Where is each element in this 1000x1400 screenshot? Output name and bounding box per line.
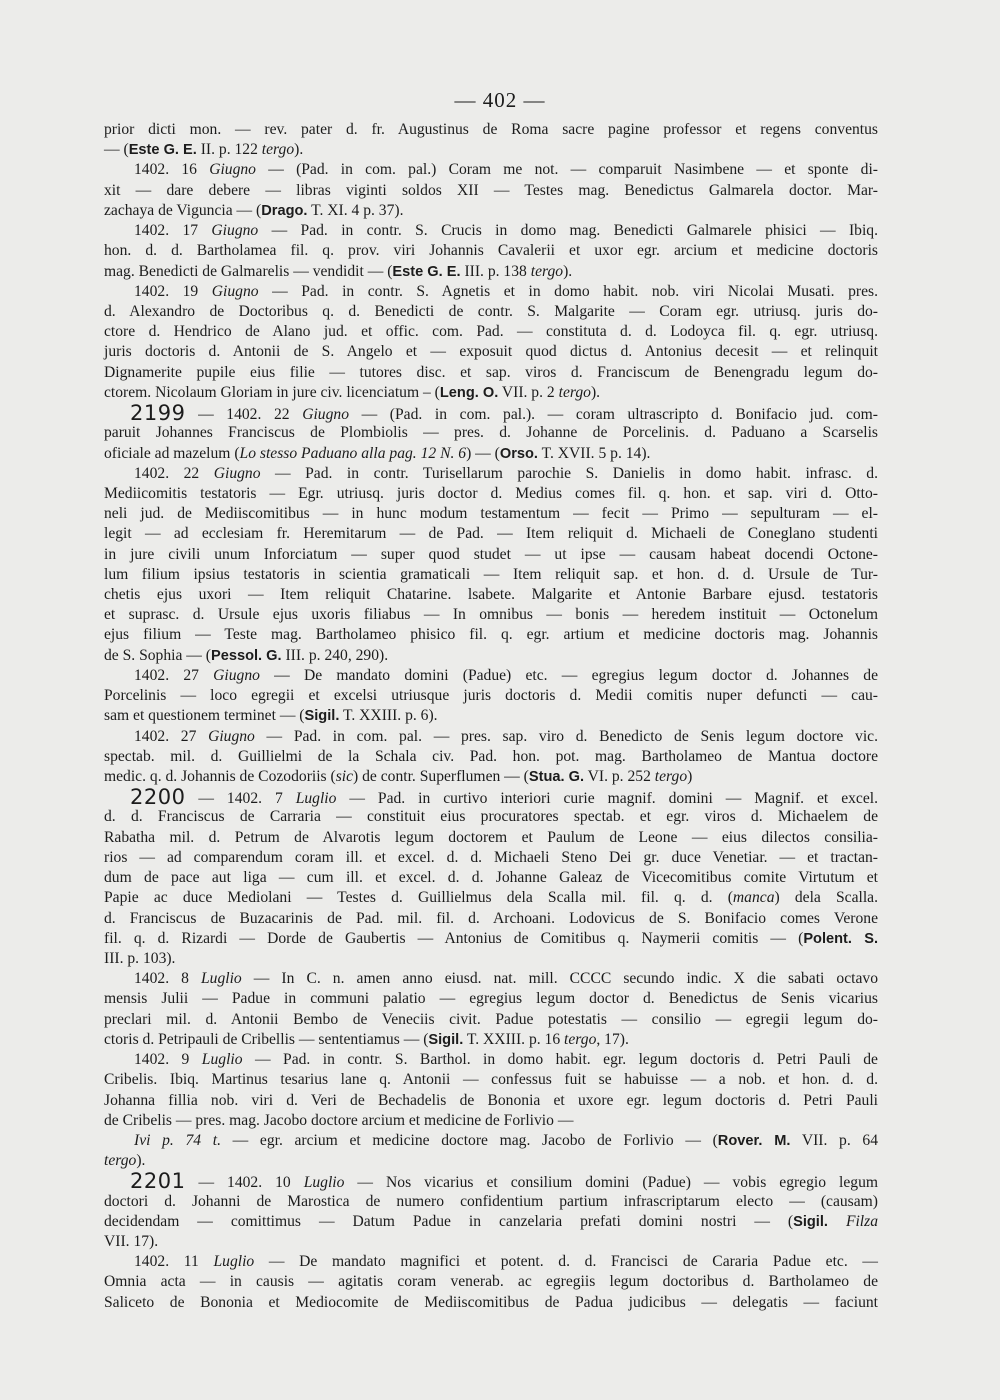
text-line-l06: 1402. 17 Giugno — Pad. in contr. S. Crucis in domo mag. Benedicti Galmarele phisici — Ibiq. [134,222,878,240]
text-line-l19: Mediicomitis testatoris — Egr. utriusq. juris doctor d. Medius comes fil. q. hon. et sap. viri d. Otto- [104,484,878,502]
text-line-l49: Johanna fillia nob. viri d. Veri de Bechadelis de Bononia et uxore egr. legum doctoris d. Petri Pauli [104,1091,878,1109]
text-line-l55: decidendam — comittimus — Datum Padue in canzelaria prefati domini nostri — (Sigil. Filza [104,1212,878,1230]
text-line-l58: Omnia acta — in causis — agitatis coram venerab. ac egregiis legum doctoribus d. Bartholameo de [104,1273,878,1291]
text-line-l43: 1402. 8 Luglio — In C. n. amen anno eiusd. nat. mill. CCCC secundo indic. X die sabati octavo [134,970,878,988]
text-line-l37: rios — ad comparendum coram ill. et excel. d. d. Michaeli Steno Dei gr. duce Venetiar. — et tractan- [104,848,878,866]
text-line-l40: d. Franciscus de Buzacarinis de Pad. mil. fil. d. Archoani. Lodovicus de S. Bonifacio comes Verone [104,909,878,927]
text-line-l35: d. d. Franciscus de Carraria — constituit eius procuratores spectab. et egr. viros d. Michaelem de [104,808,878,826]
text-line-l51: Ivi p. 74 t. — egr. arcium et medicine doctore mag. Jacobo de Forlivio — (Rover. M. VII. p. 64 [134,1131,878,1149]
text-line-l12: juris doctoris d. Antonii de S. Angelo et — exposuit quod dictus d. Antonius decesit — et relinquit [104,343,878,361]
text-line-l57: 1402. 11 Luglio — De mandato magnifici et potent. d. d. Francisci de Cararia Padue etc. — [134,1253,878,1271]
text-line-l42: III. p. 103). [104,949,176,967]
text-line-l54: doctori d. Johanni de Marostica de numero confidentium partium infrascriptarum electo — (causam) [104,1192,878,1210]
text-line-l26: ejus filium — Teste mag. Bartholameo phisico fil. q. egr. artium et medicine doctoris mag. Johannis [104,626,878,644]
text-line-l44: mensis Julii — Padue in communi palatio — egregius legum doctor d. Benedictus de Senis vicarius [104,990,878,1008]
text-line-l21: legit — ad ecclesiam fr. Heremitarum — de Pad. — Item reliquit d. Michaeli de Coneglano studenti [104,525,878,543]
page-number: — 402 — [454,88,546,112]
text-line-l17: oficiale ad mazelum (Lo stesso Paduano alla pag. 12 N. 6) — (Orso. T. XVII. 5 p. 14). [104,444,651,462]
document-number: 2201 [130,1169,186,1194]
text-line-l24: chetis ejus uxori — Item reliquit Chatarine. lsabete. Malgarite et Antonie Barbare ejusd. testatoris [104,586,878,604]
text-line-l11: ctore d. Hendrico de Alano jud. et offic. com. Pad. — constituta d. d. Lodoyca fil. q. egr. utriusq. [104,323,878,341]
text-line-l20: neli jud. de Mediiscomitibus — in hunc modum testamentum — fecit — Primo — sepulturam — el- [104,505,878,523]
text-line-l41: fil. q. d. Rizardi — Dorde de Gaubertis — Antonius de Comitibus q. Naymerii comitis — (Polent. S. [104,929,878,947]
text-line-l50: de Cribelis — pres. mag. Jacobo doctore arcium et medicine de Forlivio — [104,1111,574,1129]
text-line-l39: Papie ac duce Mediolani — Testes d. Guillielmus dela Scalla mil. fil. q. d. (manca) dela Scalla. [104,889,879,907]
text-line-l25: et suprasc. d. Ursule ejus uxoris filiabus — In omnibus — bonis — heredem instituit — Octonelum [104,606,878,624]
text-line-l14: ctorem. Nicolaum Gloriam in jure civ. licenciatum – (Leng. O. VII. p. 2 tergo). [104,383,601,401]
text-line-l10: d. Alexandro de Doctoribus q. d. Benedicti de contr. S. Malgarite — Coram egr. utriusq. juris do- [104,302,878,320]
text-line-l16: paruit Johannes Franciscus de Plombiolis — pres. d. Johanne de Porcelinis. d. Paduano a Scarselis [104,424,878,442]
text-line-l38: dum de pace aut liga — cum ill. et excel. d. d. Johanne Galeaz de Vicecomitibus comite Virtutum et [104,869,878,887]
text-line-l05: zachaya de Viguncia — (Drago. T. XI. 4 p. 37). [104,201,404,219]
text-line-l53: 2201 — 1402. 10 Luglio — Nos vicarius et consilium domini (Padue) — vobis egregio legum [130,1169,878,1194]
text-line-l02: — (Este G. E. II. p. 122 tergo). [104,141,304,159]
text-line-l52: tergo). [104,1152,146,1170]
text-line-l56: VII. 17). [104,1233,159,1251]
text-line-l27: de S. Sophia — (Pessol. G. III. p. 240, 290). [104,646,389,664]
text-line-l29: Porcelinis — loco egregii et excelsi utriusque juris doctoris d. Medii comitis nuper defuncti — cau- [104,687,878,705]
text-line-l15: 2199 — 1402. 22 Giugno — (Pad. in com. pal.). — coram ultrascripto d. Bonifacio jud. com- [130,401,878,426]
text-line-l59: Saliceto de Bononia et Mediocomite de Mediiscomitibus de Padua judicibus — delegatis — faciunt [104,1293,878,1311]
text-line-l33: medic. q. d. Johannis de Cozodoriis (sic) de contr. Superflumen — (Stua. G. VI. p. 252 tergo) [104,768,693,785]
text-line-l48: Cribelis. Ibiq. Martinus tesarius lane q. Antonii — confessus fuit se habuisse — a nob. et hon. d. d. [104,1071,878,1089]
document-number: 2199 [130,401,186,426]
document-number: 2200 [130,785,186,810]
text-line-l32: spectab. mil. d. Guillielmi de la Schala civ. Pad. hon. pot. mag. Bartholameo de Mantua doctore [104,747,878,765]
text-line-l46: ctoris d. Petripauli de Cribellis — sententiamus — (Sigil. T. XXIII. p. 16 tergo, 17). [104,1030,629,1048]
text-line-l09: 1402. 19 Giugno — Pad. in contr. S. Agnetis et in domo habit. nob. viri Nicolai Musati. pres. [134,282,878,300]
text-line-l22: in jure civili unum Inforciatum — super quod studet — ut ipse — causam habeat docendi Octone- [104,545,878,563]
text-line-l03: 1402. 16 Giugno — (Pad. in com. pal.) Coram me not. — comparuit Nasimbene — et sponte di- [134,161,878,179]
text-line-l30: sam et questionem terminet — (Sigil. T. XXIII. p. 6). [104,707,438,725]
text-line-l45: preclari mil. d. Antonii Bembo de Veneciis civit. Padue potestatis — consilio — egregii legum do- [104,1010,878,1028]
text-line-l07: hon. d. d. Bartholamea fil. q. prov. viri Johannis Cavalerii et uxor egr. arcium et medicine doctoris [104,242,878,260]
text-line-l18: 1402. 22 Giugno — Pad. in contr. Turisellarum parochie S. Danielis in domo habit. infrasc. d. [134,464,878,482]
text-line-l08: mag. Benedicti de Galmarelis — vendidit — (Este G. E. III. p. 138 tergo). [104,262,573,280]
text-line-l34: 2200 — 1402. 7 Luglio — Pad. in curtivo interiori curie magnif. domini — Magnif. et excel. [130,785,878,810]
text-line-l01: prior dicti mon. — rev. pater d. fr. Augustinus de Roma sacre pagine professor et regens conventus [104,121,878,138]
body-text [104,120,878,1313]
text-line-l31: 1402. 27 Giugno — Pad. in com. pal. — pres. sap. viro d. Benedicto de Senis legum doctore vic. [134,727,878,745]
text-line-l28: 1402. 27 Giugno — De mandato domini (Padue) etc. — egregius legum doctor d. Johannes de [134,666,879,684]
text-line-l23: lum filium ipsius testatoris in scientia gramaticali — Item reliquit sap. et hon. d. d. Ursule de Tur- [104,565,878,583]
text-line-l04: xit — dare debere — libras viginti soldos XII — Testes mag. Benedictus Galmarela doctor. Mar- [104,181,878,199]
text-line-l47: 1402. 9 Luglio — Pad. in contr. S. Barthol. in domo habit. egr. legum doctoris d. Petri Pauli de [134,1051,878,1069]
text-line-l36: Rabatha mil. d. Petrum de Alvarotis legum doctorem et Paulum de Leone — eius dilectos consilia- [104,828,878,846]
text-line-l13: Dignamerite pupile eius filie — tutores disc. et sap. viros d. Franciscum de Benengradu legum do- [104,363,878,381]
